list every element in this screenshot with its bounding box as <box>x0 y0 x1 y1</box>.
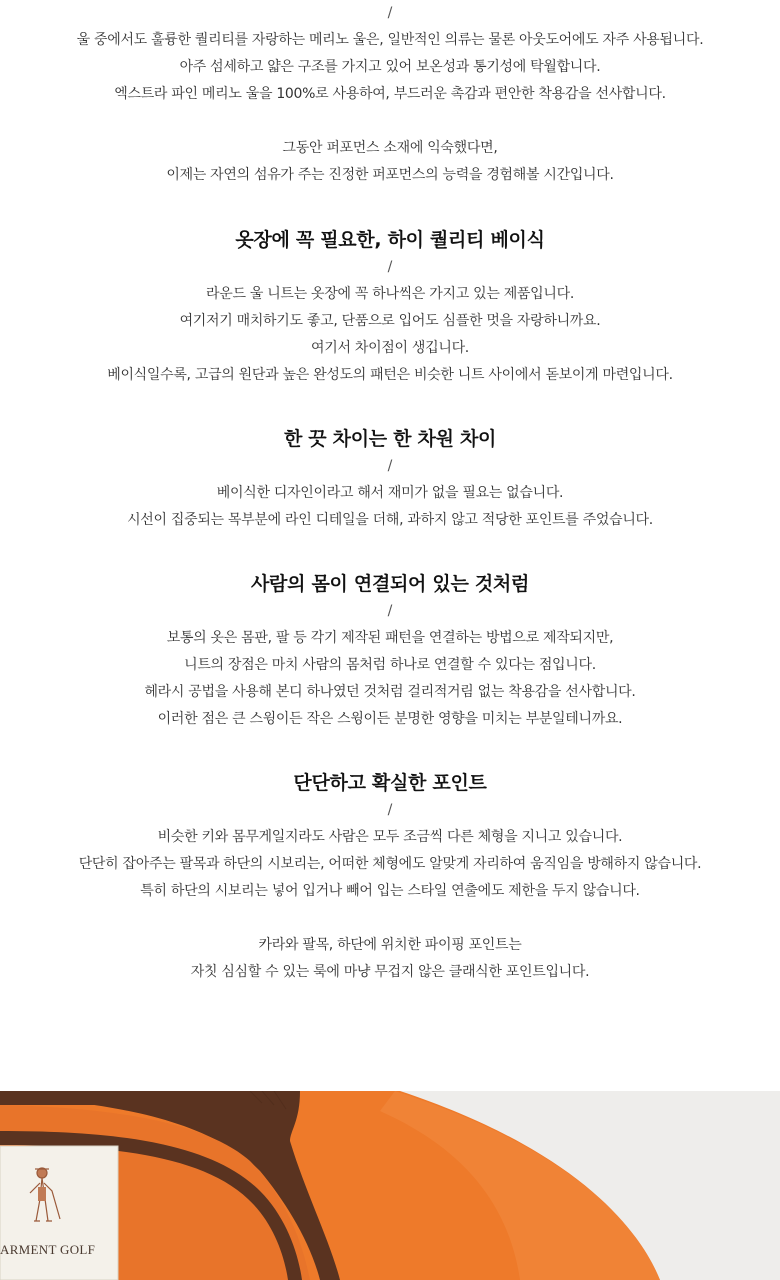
section-line: 이러한 점은 큰 스윙이든 작은 스윙이든 분명한 영향을 미치는 부분일테니까요. <box>157 711 623 727</box>
section-title: 옷장에 꼭 필요한, 하이 퀄리티 베이식 <box>235 229 545 251</box>
section-line: 단단히 잡아주는 팔목과 하단의 시보리는, 어떠한 체형에도 알맞게 자리하여 움직임을 방해하지 않습니다. <box>78 856 702 872</box>
section-line: 라운드 울 니트는 옷장에 꼭 하나씩은 가지고 있는 제품입니다. <box>206 286 574 302</box>
section-line: 헤라시 공법을 사용해 본디 하나였던 것처럼 걸리적거림 없는 착용감을 선사합니다. <box>144 684 636 700</box>
section-title: 단단하고 확실한 포인트 <box>293 772 487 794</box>
section-line: 베이식일수록, 고급의 원단과 높은 완성도의 패턴은 비슷한 니트 사이에서 돋보이게 마련입니다. <box>107 367 673 383</box>
divider-slash: / <box>387 802 393 818</box>
section-line: 보통의 옷은 몸판, 팔 등 각기 제작된 패턴을 연결하는 방법으로 제작되지만, <box>166 630 614 646</box>
section-line: 특히 하단의 시보리는 넣어 입거나 빼어 입는 스타일 연출에도 제한을 두지 않습니다. <box>140 883 640 899</box>
brand-label <box>0 1146 118 1280</box>
section-title: 사람의 몸이 연결되어 있는 것처럼 <box>250 573 530 595</box>
section-line: 니트의 장점은 마치 사람의 몸처럼 하나로 연결할 수 있다는 점입니다. <box>184 657 596 673</box>
divider-slash: / <box>387 259 393 275</box>
section-line: 여기서 차이점이 생깁니다. <box>311 340 469 356</box>
intro-line: 그동안 퍼포먼스 소재에 익숙했다면, <box>282 140 498 156</box>
brand-label-text: ARMENT GOLF <box>0 1242 96 1257</box>
product-photo-knit-collar <box>0 1091 780 1280</box>
intro-line: 아주 섬세하고 얇은 구조를 가지고 있어 보온성과 통기성에 탁월합니다. <box>179 59 601 75</box>
intro-line: 울 중에서도 훌륭한 퀄리티를 자랑하는 메리노 울은, 일반적인 의류는 물론 아웃도어에도 자주 사용됩니다. <box>76 32 704 48</box>
section-line: 자칫 심심할 수 있는 룩에 마냥 무겁지 않은 클래식한 포인트입니다. <box>190 964 590 980</box>
divider-slash: / <box>387 5 393 21</box>
divider-slash: / <box>387 603 393 619</box>
section-line: 카라와 팔목, 하단에 위치한 파이핑 포인트는 <box>258 937 522 953</box>
section-line: 여기저기 매치하기도 좋고, 단품으로 입어도 심플한 멋을 자랑하니까요. <box>179 313 601 329</box>
section-line: 비슷한 키와 몸무게일지라도 사람은 모두 조금씩 다른 체형을 지니고 있습니다. <box>157 829 623 845</box>
section-line: 시선이 집중되는 목부분에 라인 디테일을 더해, 과하지 않고 적당한 포인트를 주었습니다. <box>127 512 653 528</box>
section-line: 베이식한 디자인이라고 해서 재미가 없을 필요는 없습니다. <box>216 485 564 501</box>
intro-line: 엑스트라 파인 메리노 울을 100%로 사용하여, 부드러운 촉감과 편안한 착용감을 선사합니다. <box>114 86 666 102</box>
divider-slash: / <box>387 458 393 474</box>
section-title: 한 끗 차이는 한 차원 차이 <box>283 428 497 450</box>
intro-line: 이제는 자연의 섬유가 주는 진정한 퍼포먼스의 능력을 경험해볼 시간입니다. <box>166 167 614 183</box>
